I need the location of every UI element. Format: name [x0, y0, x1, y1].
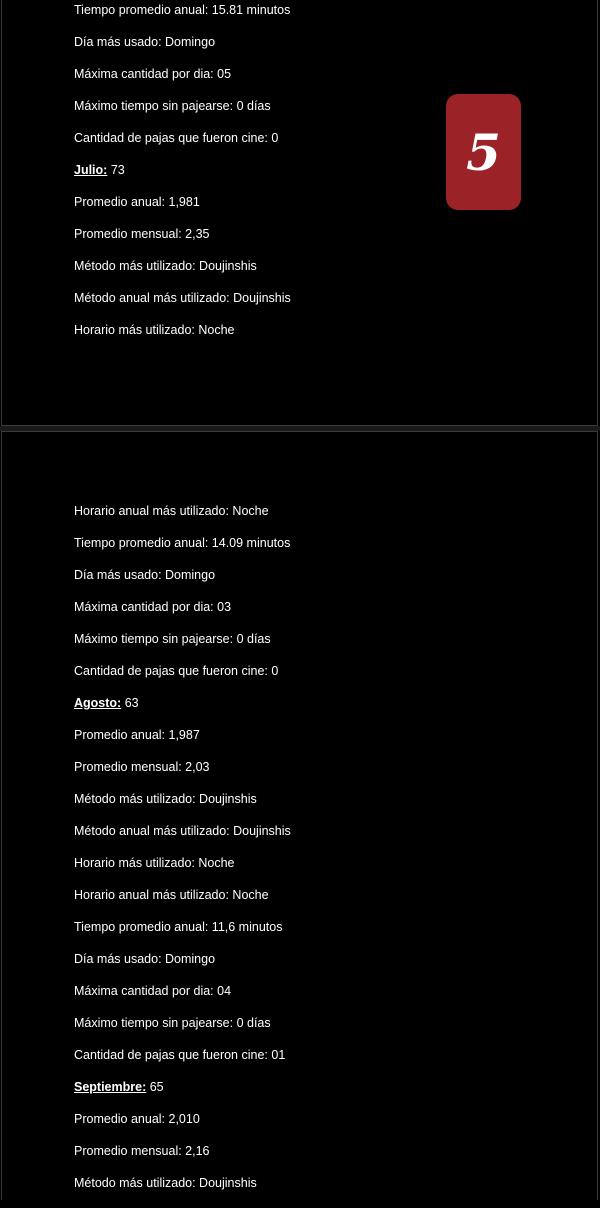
stat-line: Método anual más utilizado: Doujinshis: [74, 824, 291, 838]
stat-line: Horario más utilizado: Noche: [74, 323, 235, 337]
stat-line: Tiempo promedio anual: 14.09 minutos: [74, 536, 291, 550]
stat-line: Horario anual más utilizado: Noche: [74, 888, 269, 902]
stat-line: Máximo tiempo sin pajearse: 0 días: [74, 1016, 271, 1030]
stat-line: Promedio mensual: 2,16: [74, 1144, 210, 1158]
stat-line: Horario anual más utilizado: Noche: [74, 504, 269, 518]
stat-line: Promedio mensual: 2,35: [74, 227, 210, 241]
month-label: Agosto:: [74, 696, 122, 710]
stat-line: Promedio anual: 2,010: [74, 1112, 200, 1126]
stat-line: Máxima cantidad por dia: 04: [74, 984, 232, 998]
month-label: Julio:: [74, 163, 108, 177]
month-count: 63: [121, 696, 139, 710]
month-count: 73: [107, 163, 125, 177]
document-page-bottom: [1, 431, 598, 1200]
stat-line: Día más usado: Domingo: [74, 568, 216, 582]
stat-line: Máximo tiempo sin pajearse: 0 días: [74, 99, 271, 113]
stat-line: Método más utilizado: Doujinshis: [74, 792, 257, 806]
stat-line: Cantidad de pajas que fueron cine: 0: [74, 131, 279, 145]
month-heading: [74, 163, 291, 195]
number-badge: 5: [446, 94, 521, 210]
stat-line: Cantidad de pajas que fueron cine: 01: [74, 1048, 286, 1062]
month-label: Septiembre:: [74, 1080, 147, 1094]
stat-line: Tiempo promedio anual: 15.81 minutos: [74, 3, 291, 17]
month-count: 65: [146, 1080, 164, 1094]
stat-line: Promedio anual: 1,981: [74, 195, 200, 209]
stat-line: Promedio anual: 1,987: [74, 728, 200, 742]
stat-line: Método más utilizado: Doujinshis: [74, 1176, 257, 1190]
stat-line: Máximo tiempo sin pajearse: 0 días: [74, 632, 271, 646]
stat-line: Tiempo promedio anual: 11,6 minutos: [74, 920, 283, 934]
stats-list-bottom: [74, 504, 291, 1208]
stat-line: Horario más utilizado: Noche: [74, 856, 235, 870]
document-page-top: [1, 0, 598, 426]
stat-line: Método anual más utilizado: Doujinshis: [74, 291, 291, 305]
stats-list-top: [74, 3, 291, 355]
stat-line: Promedio mensual: 2,03: [74, 760, 210, 774]
stat-line: Cantidad de pajas que fueron cine: 0: [74, 664, 279, 678]
month-heading: [74, 1080, 291, 1112]
stat-line: Máxima cantidad por dia: 05: [74, 67, 232, 81]
stat-line: Máxima cantidad por dia: 03: [74, 600, 232, 614]
month-heading: [74, 696, 291, 728]
stat-line: Día más usado: Domingo: [74, 35, 216, 49]
stat-line: Método más utilizado: Doujinshis: [74, 259, 257, 273]
stat-line: Día más usado: Domingo: [74, 952, 216, 966]
